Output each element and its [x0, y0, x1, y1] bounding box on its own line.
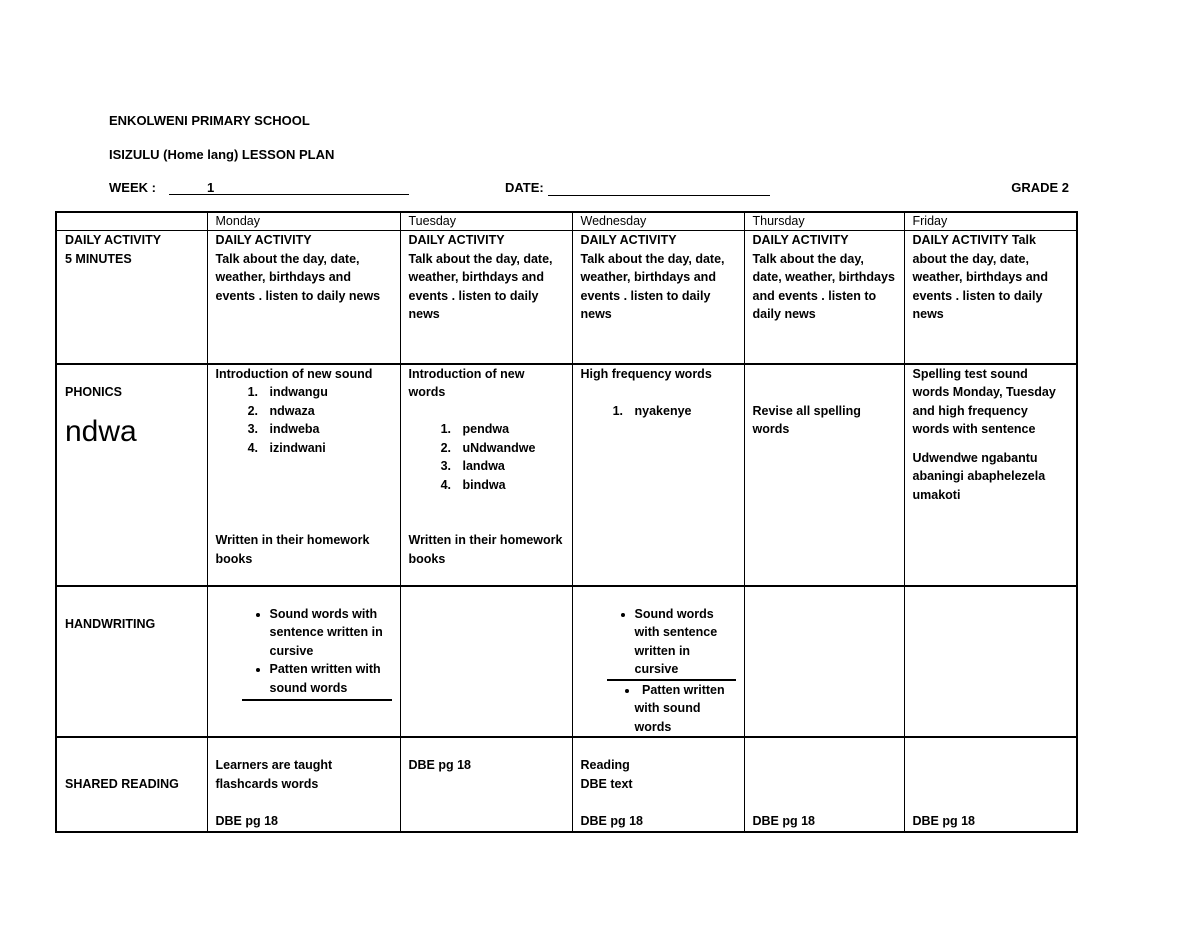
reading-ref: DBE pg 18	[912, 814, 976, 828]
day-monday: Monday	[207, 212, 400, 231]
phonics-sound: ndwa	[65, 414, 137, 448]
date-value	[548, 180, 770, 196]
list-item: 2. ndwaza	[262, 402, 392, 421]
week-value: 1	[169, 180, 409, 195]
bullet-list	[216, 605, 392, 698]
daily-activity-thursday	[744, 231, 904, 364]
list-item: • Sound words with sentence written in cursive	[635, 605, 736, 679]
activity-text: DAILY ACTIVITY Talk about the day, date, weather, birthdays and events . listen to daily news	[912, 233, 1048, 321]
shared-reading-monday	[207, 737, 400, 832]
activity-text: Talk about the day, date, weather, birthdays and events . listen to daily news	[215, 251, 381, 303]
reading-text: DBE text	[580, 776, 633, 791]
activity-head: DAILY ACTIVITY	[408, 233, 505, 247]
day-wednesday: Wednesday	[572, 212, 744, 231]
bullet-list	[581, 605, 736, 737]
daily-activity-label-line2: 5 MINUTES	[65, 251, 132, 266]
list-item: 1. nyakenye	[627, 402, 736, 421]
list-item: 3. landwa	[455, 457, 564, 476]
daily-activity-row	[56, 231, 1077, 364]
word-list	[409, 420, 564, 494]
phonics-monday	[207, 364, 400, 586]
reading-ref: DBE pg 18	[408, 758, 472, 772]
list-item: 1. pendwa	[455, 420, 564, 439]
phonics-revise: Revise all spelling words	[752, 403, 861, 436]
daily-activity-label	[56, 231, 207, 364]
activity-text: Talk about the day, date, weather, birthdays and events . listen to daily news	[408, 251, 553, 321]
spelling-test-text: Spelling test sound words Monday, Tuesday and high frequency words with sentence	[912, 366, 1056, 436]
activity-head: DAILY ACTIVITY	[752, 233, 849, 247]
phonics-sentence: Udwendwe ngabantu abaningi abaphelezela umakoti	[912, 450, 1046, 502]
shared-reading-wednesday	[572, 737, 744, 832]
daily-activity-wednesday	[572, 231, 744, 364]
phonics-thursday	[744, 364, 904, 586]
daily-activity-friday	[904, 231, 1077, 364]
school-name: ENKOLWENI PRIMARY SCHOOL	[109, 113, 310, 128]
phonics-friday	[904, 364, 1077, 586]
daily-activity-tuesday	[400, 231, 572, 364]
handwriting-label: HANDWRITING	[65, 616, 156, 631]
handwriting-monday	[207, 586, 400, 738]
day-tuesday: Tuesday	[400, 212, 572, 231]
phonics-intro: Introduction of new sound	[215, 366, 373, 381]
list-item: 3. indweba	[262, 420, 392, 439]
handwriting-row	[56, 586, 1077, 738]
reading-ref: DBE pg 18	[215, 813, 279, 828]
reading-ref: DBE pg 18	[752, 814, 816, 828]
corner-cell	[56, 212, 207, 231]
list-item: 4. bindwa	[455, 476, 564, 495]
activity-text: Talk about the day, date, weather, birthdays and events . listen to daily news	[580, 251, 725, 321]
list-item: • Patten written with sound words	[607, 679, 736, 737]
day-friday: Friday	[904, 212, 1077, 231]
daily-activity-monday	[207, 231, 400, 364]
list-item: 2. uNdwandwe	[455, 439, 564, 458]
reading-text: Reading	[580, 758, 630, 772]
word-list	[581, 402, 736, 421]
grade-label: GRADE 2	[1011, 180, 1069, 195]
day-header-row	[56, 212, 1077, 231]
list-item: 4. izindwani	[262, 439, 392, 458]
phonics-label-cell	[56, 364, 207, 586]
phonics-intro: High frequency words	[580, 366, 712, 381]
list-item: • Sound words with sentence written in cursive	[270, 605, 392, 661]
lesson-plan-table	[55, 211, 1078, 833]
activity-head: DAILY ACTIVITY	[580, 233, 677, 247]
handwriting-wednesday	[572, 586, 744, 738]
lesson-plan-title: ISIZULU (Home lang) LESSON PLAN	[109, 147, 335, 162]
date-label: DATE:	[505, 180, 544, 195]
word-list	[216, 383, 392, 457]
phonics-label: PHONICS	[65, 385, 122, 399]
homework-note: Written in their homework books	[215, 533, 370, 566]
daily-activity-label-line1: DAILY ACTIVITY	[65, 233, 162, 247]
handwriting-label-cell	[56, 586, 207, 738]
list-item: • Patten written with sound words	[270, 660, 392, 697]
phonics-tuesday	[400, 364, 572, 586]
day-thursday: Thursday	[744, 212, 904, 231]
reading-text: Learners are taught flashcards words	[215, 758, 333, 791]
handwriting-tuesday	[400, 586, 572, 738]
shared-reading-label: SHARED READING	[65, 777, 179, 791]
activity-text: Talk about the day, date, weather, birthdays and events . listen to daily news	[752, 251, 895, 321]
activity-head: DAILY ACTIVITY	[215, 233, 312, 247]
list-item: 1. indwangu	[262, 383, 392, 402]
shared-reading-friday	[904, 737, 1077, 832]
shared-reading-thursday	[744, 737, 904, 832]
reading-ref: DBE pg 18	[580, 813, 644, 828]
shared-reading-label-cell	[56, 737, 207, 832]
homework-note: Written in their homework books	[408, 533, 563, 566]
phonics-row	[56, 364, 1077, 586]
handwriting-thursday	[744, 586, 904, 738]
week-date-grade-row	[109, 180, 1069, 198]
week-label: WEEK :	[109, 180, 156, 195]
phonics-wednesday	[572, 364, 744, 586]
underline-divider	[242, 699, 392, 701]
shared-reading-tuesday	[400, 737, 572, 832]
handwriting-friday	[904, 586, 1077, 738]
phonics-intro: Introduction of new words	[408, 366, 525, 399]
shared-reading-row	[56, 737, 1077, 832]
